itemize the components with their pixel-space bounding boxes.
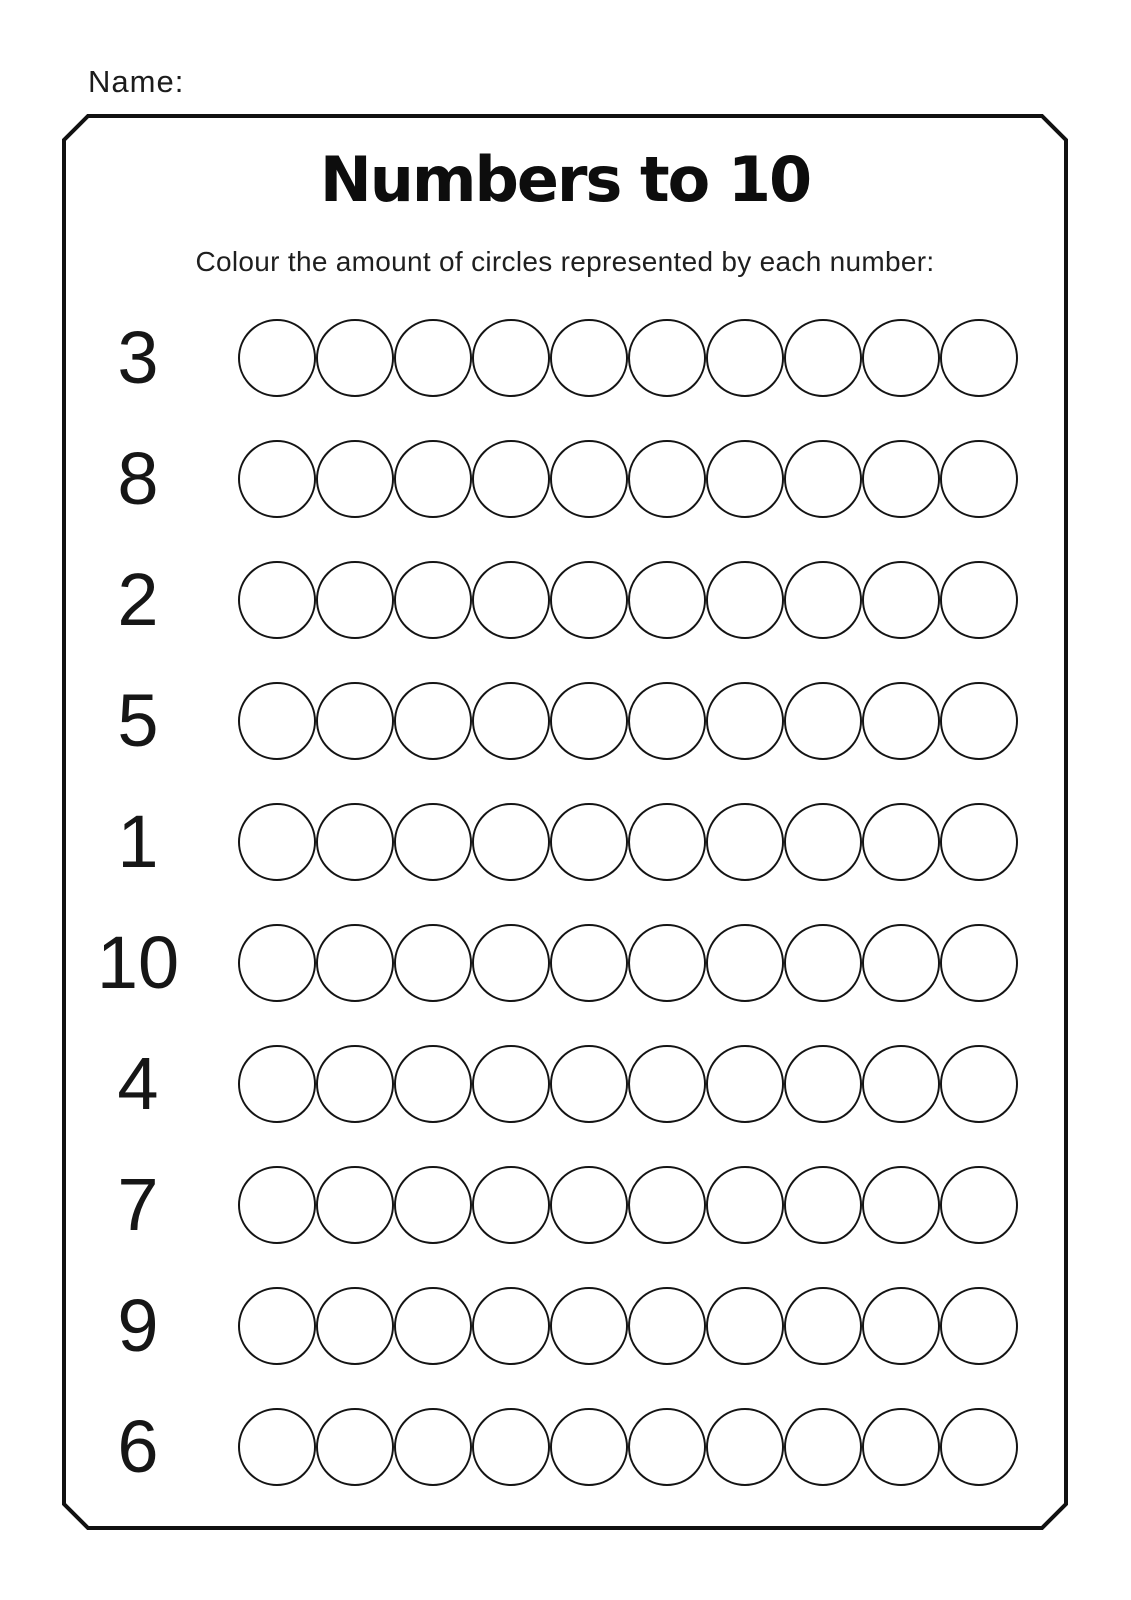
worksheet-row (62, 679, 1068, 762)
name-label: Name: (88, 64, 185, 99)
colorable-circle[interactable] (784, 561, 862, 639)
worksheet-row (62, 316, 1068, 399)
colorable-circle[interactable] (550, 440, 628, 518)
colorable-circle[interactable] (862, 1408, 940, 1486)
worksheet-rows (62, 316, 1068, 1529)
row-number: 8 (117, 437, 159, 520)
colorable-circle[interactable] (862, 1045, 940, 1123)
circle-group (238, 319, 1018, 397)
colorable-circle[interactable] (472, 1045, 550, 1123)
colorable-circle[interactable] (472, 319, 550, 397)
instruction-text: Colour the amount of circles represented by each number: (195, 246, 935, 277)
colorable-circle[interactable] (238, 803, 316, 881)
circle-group (238, 1166, 1018, 1244)
colorable-circle[interactable] (394, 803, 472, 881)
colorable-circle[interactable] (862, 319, 940, 397)
colorable-circle[interactable] (238, 1166, 316, 1244)
colorable-circle[interactable] (862, 803, 940, 881)
colorable-circle[interactable] (784, 1166, 862, 1244)
colorable-circle[interactable] (784, 1287, 862, 1365)
colorable-circle[interactable] (706, 319, 784, 397)
colorable-circle[interactable] (238, 440, 316, 518)
circle-group (238, 803, 1018, 881)
colorable-circle[interactable] (862, 924, 940, 1002)
colorable-circle[interactable] (550, 682, 628, 760)
colorable-circle[interactable] (940, 1287, 1018, 1365)
colorable-circle[interactable] (628, 561, 706, 639)
colorable-circle[interactable] (706, 682, 784, 760)
colorable-circle[interactable] (394, 1166, 472, 1244)
circle-group (238, 1045, 1018, 1123)
colorable-circle[interactable] (472, 682, 550, 760)
worksheet-row (62, 921, 1068, 1004)
colorable-circle[interactable] (550, 1408, 628, 1486)
colorable-circle[interactable] (628, 319, 706, 397)
colorable-circle[interactable] (316, 803, 394, 881)
colorable-circle[interactable] (940, 319, 1018, 397)
colorable-circle[interactable] (238, 924, 316, 1002)
colorable-circle[interactable] (238, 682, 316, 760)
colorable-circle[interactable] (316, 440, 394, 518)
colorable-circle[interactable] (472, 1166, 550, 1244)
colorable-circle[interactable] (550, 319, 628, 397)
colorable-circle[interactable] (784, 319, 862, 397)
colorable-circle[interactable] (472, 924, 550, 1002)
worksheet-row (62, 1284, 1068, 1367)
colorable-circle[interactable] (784, 924, 862, 1002)
circle-group (238, 682, 1018, 760)
row-number: 6 (117, 1405, 159, 1488)
colorable-circle[interactable] (628, 1287, 706, 1365)
colorable-circle[interactable] (238, 1287, 316, 1365)
colorable-circle[interactable] (628, 1045, 706, 1123)
colorable-circle[interactable] (862, 1166, 940, 1244)
colorable-circle[interactable] (628, 682, 706, 760)
colorable-circle[interactable] (550, 1045, 628, 1123)
row-number: 4 (117, 1042, 159, 1125)
colorable-circle[interactable] (628, 440, 706, 518)
row-number: 7 (117, 1163, 159, 1246)
row-number: 9 (117, 1284, 159, 1367)
circle-group (238, 561, 1018, 639)
colorable-circle[interactable] (394, 682, 472, 760)
colorable-circle[interactable] (940, 803, 1018, 881)
colorable-circle[interactable] (862, 682, 940, 760)
worksheet-row (62, 800, 1068, 883)
colorable-circle[interactable] (940, 682, 1018, 760)
colorable-circle[interactable] (316, 1408, 394, 1486)
row-number: 2 (117, 558, 159, 641)
colorable-circle[interactable] (550, 1166, 628, 1244)
colorable-circle[interactable] (706, 1408, 784, 1486)
colorable-circle[interactable] (316, 682, 394, 760)
colorable-circle[interactable] (394, 1408, 472, 1486)
colorable-circle[interactable] (550, 803, 628, 881)
worksheet-row (62, 1163, 1068, 1246)
colorable-circle[interactable] (940, 440, 1018, 518)
colorable-circle[interactable] (706, 1287, 784, 1365)
colorable-circle[interactable] (706, 440, 784, 518)
worksheet-row (62, 558, 1068, 641)
colorable-circle[interactable] (628, 1166, 706, 1244)
colorable-circle[interactable] (316, 1166, 394, 1244)
circle-group (238, 924, 1018, 1002)
colorable-circle[interactable] (550, 924, 628, 1002)
colorable-circle[interactable] (316, 319, 394, 397)
colorable-circle[interactable] (862, 440, 940, 518)
row-number: 1 (117, 800, 159, 883)
colorable-circle[interactable] (706, 1166, 784, 1244)
colorable-circle[interactable] (784, 1408, 862, 1486)
worksheet-row (62, 1405, 1068, 1488)
colorable-circle[interactable] (628, 1408, 706, 1486)
colorable-circle[interactable] (628, 803, 706, 881)
colorable-circle[interactable] (316, 1287, 394, 1365)
colorable-circle[interactable] (238, 561, 316, 639)
colorable-circle[interactable] (238, 1408, 316, 1486)
colorable-circle[interactable] (316, 1045, 394, 1123)
colorable-circle[interactable] (472, 803, 550, 881)
circle-group (238, 1408, 1018, 1486)
colorable-circle[interactable] (550, 561, 628, 639)
colorable-circle[interactable] (706, 1045, 784, 1123)
colorable-circle[interactable] (940, 1166, 1018, 1244)
page-title: Numbers to 10 (319, 143, 811, 216)
row-number: 5 (117, 679, 159, 762)
colorable-circle[interactable] (394, 319, 472, 397)
colorable-circle[interactable] (394, 440, 472, 518)
colorable-circle[interactable] (316, 561, 394, 639)
colorable-circle[interactable] (784, 440, 862, 518)
colorable-circle[interactable] (316, 924, 394, 1002)
colorable-circle[interactable] (940, 561, 1018, 639)
colorable-circle[interactable] (940, 1045, 1018, 1123)
colorable-circle[interactable] (238, 319, 316, 397)
colorable-circle[interactable] (706, 803, 784, 881)
colorable-circle[interactable] (472, 1408, 550, 1486)
colorable-circle[interactable] (940, 1408, 1018, 1486)
colorable-circle[interactable] (706, 561, 784, 639)
colorable-circle[interactable] (550, 1287, 628, 1365)
colorable-circle[interactable] (394, 924, 472, 1002)
colorable-circle[interactable] (394, 1287, 472, 1365)
colorable-circle[interactable] (394, 561, 472, 639)
circle-group (238, 1287, 1018, 1365)
colorable-circle[interactable] (862, 1287, 940, 1365)
colorable-circle[interactable] (472, 440, 550, 518)
worksheet-row (62, 437, 1068, 520)
colorable-circle[interactable] (784, 682, 862, 760)
colorable-circle[interactable] (394, 1045, 472, 1123)
colorable-circle[interactable] (784, 1045, 862, 1123)
colorable-circle[interactable] (862, 561, 940, 639)
colorable-circle[interactable] (784, 803, 862, 881)
colorable-circle[interactable] (472, 1287, 550, 1365)
circle-group (238, 440, 1018, 518)
row-number: 3 (117, 316, 159, 399)
colorable-circle[interactable] (940, 924, 1018, 1002)
worksheet-row (62, 1042, 1068, 1125)
colorable-circle[interactable] (238, 1045, 316, 1123)
colorable-circle[interactable] (628, 924, 706, 1002)
row-number: 10 (96, 921, 180, 1004)
colorable-circle[interactable] (706, 924, 784, 1002)
colorable-circle[interactable] (472, 561, 550, 639)
